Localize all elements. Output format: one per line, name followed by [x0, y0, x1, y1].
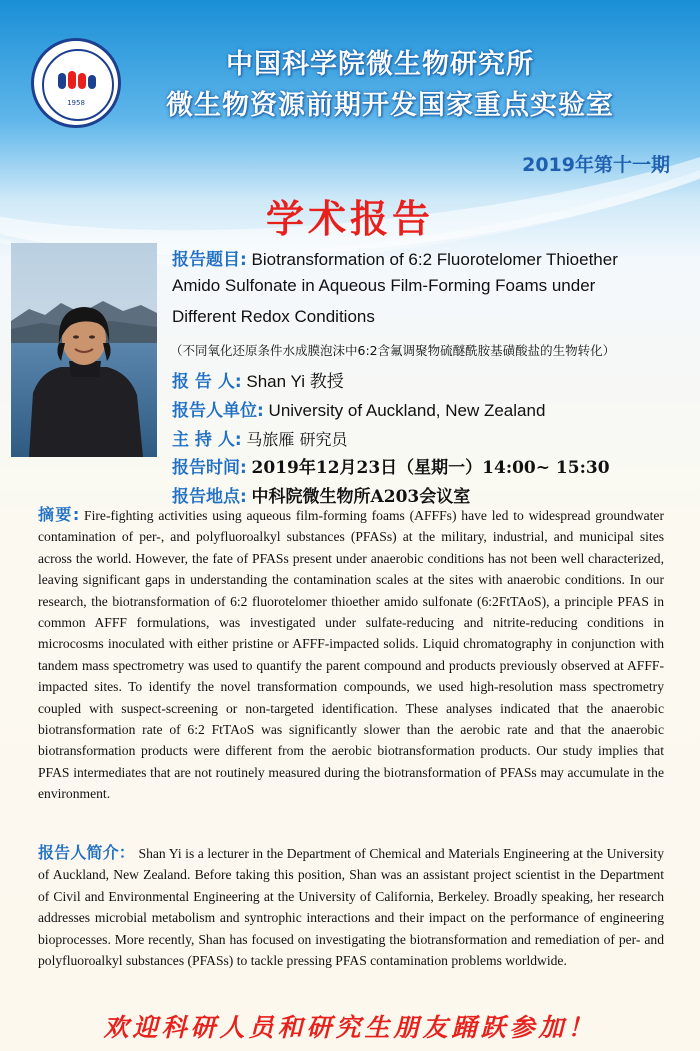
time-line [172, 453, 610, 478]
bio-label: 报告人简介： [38, 843, 135, 862]
affiliation-label: 报告人单位: [172, 401, 264, 421]
affiliation-line [172, 396, 545, 421]
time-text: 2019年12月23日（星期一）14:00~ 15:30 [251, 458, 610, 478]
bio-text: Shan Yi is a lecturer in the Department of Chemical and Materials Engineering at the University of Auckland, New Zealand. Before taking this position, Shan was an assistant project scientist in the Department of Civil and Environmental Engineering at the University of California, Berkeley. Broadly speaking, her research addresses microbial metabolism and syntrophic interactions and their impact on the performance of engineering bioprocesses. More recently, Shan has focused on investigating the biotransformation and remediation of per- and polyfluoroalkyl substances (PFASs) to tackle pressing PFAS contamination problems worldwide. [38, 846, 664, 969]
lab-name: 微生物资源前期开发国家重点实验室 [166, 90, 614, 121]
abstract-text: Fire-fighting activities using aqueous film-forming foams (AFFFs) have led to widespread groundwater contamination of per-, and polyfluoroalkyl substances (PFASs) at the military, industrial, and municipal sites across the world. However, the fate of PFASs present under anaerobic conditions has not been well characterized, leaving significant gaps in understanding the contamination scales at the sites with anaerobic conditions. In our research, the biotransformation of 6:2 fluorotelomer thioether amido sulfonate (6:2FtTAoS), a principle PFAS in common AFFF formulations, was investigated under sulfate-reducing and nitrite-reducing conditions in microcosms inoculated with either pristine or AFFF-impacted solids. Liquid chromatography in conjunction with tandem mass spectrometry was used to quantify the parent compound and products previously observed at AFFF-impacted sites. To identify the novel transformation compounds, we used high-resolution mass spectrometry coupled with suspect-screening or non-targeted identification. These analyses indicated that the anaerobic biotransformation rate of 6:2 FtTAoS was significantly slower than the aerobic rate and that the anaerobic biotransformation products were different from the aerobic biotransformation products. Our study implies that PFAS intermediates that are not routinely measured during the biotransformation of PFASs may accumulate in the environment. [38, 508, 664, 802]
issue-number: 2019年第十一期 [522, 154, 670, 176]
speaker-photo [11, 243, 157, 457]
host-line [172, 425, 347, 450]
topic-text-2: Amido Sulfonate in Aqueous Film-Forming Foams under [172, 276, 596, 295]
abstract-section [38, 504, 664, 805]
welcome-banner: 欢迎科研人员和研究生朋友踊跃参加！ [103, 1013, 597, 1042]
speaker-name: Shan Yi 教授 [246, 372, 344, 391]
bio-section [38, 842, 664, 971]
host-label: 主 持 人: [172, 430, 242, 450]
topic-label: 报告题目: [172, 250, 247, 270]
topic-text-3: Different Redox Conditions [172, 307, 375, 326]
abstract-label: 摘要: [38, 505, 80, 524]
speaker-label: 报 告 人: [172, 372, 242, 392]
topic-chinese: （不同氧化还原条件水成膜泡沫中6:2含氟调聚物硫醚酰胺基磺酸盐的生物转化） [170, 343, 616, 358]
page-title: 学术报告 [265, 197, 434, 241]
topic-text-1: Biotransformation of 6:2 Fluorotelomer Thioether [251, 250, 618, 269]
institution-name: 中国科学院微生物研究所 [226, 49, 534, 80]
place-text: 中科院微生物所A203会议室 [251, 487, 471, 507]
affiliation-text: University of Auckland, New Zealand [268, 401, 546, 420]
topic-line-1 [172, 245, 618, 270]
host-name: 马旅雁 研究员 [246, 430, 348, 449]
institute-logo [31, 38, 121, 128]
place-label: 报告地点: [172, 487, 247, 507]
logo-mark-icon [58, 69, 96, 91]
time-label: 报告时间: [172, 458, 247, 478]
logo-year: 1958 [67, 99, 85, 107]
speaker-line [172, 367, 344, 392]
